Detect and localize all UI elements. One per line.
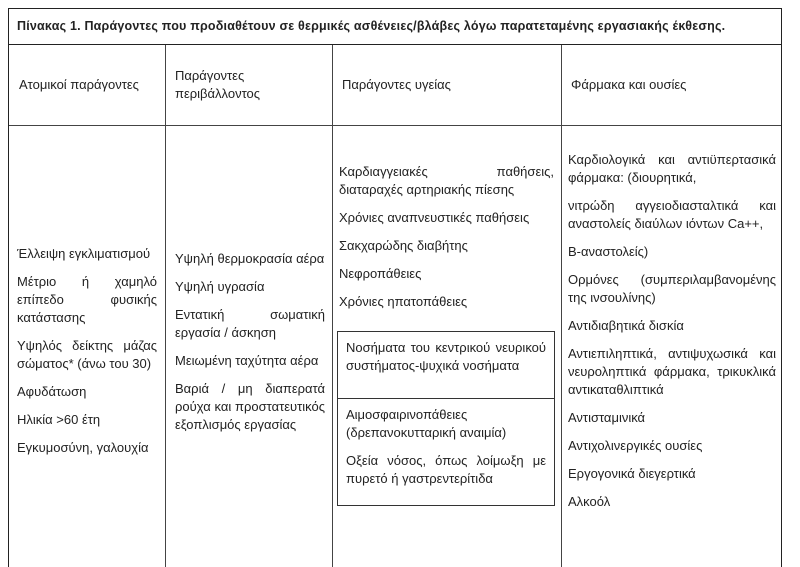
list-item: Αντισταμινικά [568, 410, 646, 425]
hemoglobinopathies-box [337, 398, 555, 506]
environment-factors-list [175, 250, 325, 444]
cns-disorders-box [337, 331, 555, 399]
list-item: Εργογονικά διεγερτικά [568, 466, 696, 481]
list-item: Υψηλή υγρασία [175, 279, 265, 294]
list-item: Μέτριο ή χαμηλό επίπεδο φυσικής κατάστασης [17, 274, 157, 325]
list-item: Αλκοόλ [568, 494, 611, 509]
header-divider [9, 125, 781, 126]
list-item: Εντατική σωματική εργασία / άσκηση [175, 307, 325, 340]
list-item: Υψηλός δείκτης μάζας σώματος* (άνω του 30) [17, 338, 157, 371]
list-item: Εγκυμοσύνη, γαλουχία [17, 440, 149, 455]
health-factors-list [339, 163, 554, 321]
list-item: Αντιεπιληπτικά, αντιψυχωσικά και νευροληπτικά φάρμακα, τρικυκλικά αντικαταθλιπτικά [568, 346, 776, 397]
list-item: Αντιδιαβητικά δισκία [568, 318, 684, 333]
factors-table [8, 8, 782, 567]
header-individual-factors: Ατομικοί παράγοντες [19, 77, 139, 92]
list-item: Χρόνιες ηπατοπάθειες [339, 294, 468, 309]
list-item: νιτρώδη αγγειοδιασταλτικά και αναστολείς διαύλων ιόντων Ca++, [568, 198, 776, 231]
list-item: Β-αναστολείς) [568, 244, 649, 259]
list-item: Αιμοσφαιρινοπάθειες (δρεπανοκυτταρική αναιμία) [346, 407, 507, 440]
list-item: Καρδιαγγειακές παθήσεις, διαταραχές αρτηριακής πίεσης [339, 164, 554, 197]
drugs-substances-list [568, 151, 776, 521]
list-item: Χρόνιες αναπνευστικές παθήσεις [339, 210, 530, 225]
list-item: Σακχαρώδης διαβήτης [339, 238, 468, 253]
header-health-factors: Παράγοντες υγείας [342, 77, 451, 92]
list-item: Νεφροπάθειες [339, 266, 422, 281]
list-item: Οξεία νόσος, όπως λοίμωξη με πυρετό ή γαστρεντερίτιδα [346, 453, 546, 486]
list-item: Έλλειψη εγκλιματισμού [17, 246, 151, 261]
list-item: Καρδιολογικά και αντιϋπερτασικά φάρμακα: (διουρητικά, [568, 152, 776, 185]
list-item: Νοσήματα του κεντρικού νευρικού συστήματος-ψυχικά νοσήματα [346, 340, 546, 373]
header-drugs-substances: Φάρμακα και ουσίες [571, 77, 687, 92]
list-item: Ηλικία >60 έτη [17, 412, 101, 427]
list-item: Αφυδάτωση [17, 384, 87, 399]
individual-factors-list [17, 245, 157, 467]
list-item: Υψηλή θερμοκρασία αέρα [175, 251, 325, 266]
list-item: Αντιχολινεργικές ουσίες [568, 438, 703, 453]
header-environment-factors: Παράγοντες περιβάλλοντος [175, 68, 261, 101]
list-item: Μειωμένη ταχύτητα αέρα [175, 353, 319, 368]
table-caption: Πίνακας 1. Παράγοντες που προδιαθέτουν σε θερμικές ασθένειες/βλάβες λόγω παρατεταμένης εργασιακής έκθεσης. [9, 9, 781, 45]
list-item: Βαριά / μη διαπερατά ρούχα και προστατευτικός εξοπλισμός εργασίας [175, 381, 325, 432]
list-item: Ορμόνες (συμπεριλαμβανομένης της ινσουλίνης) [568, 272, 776, 305]
